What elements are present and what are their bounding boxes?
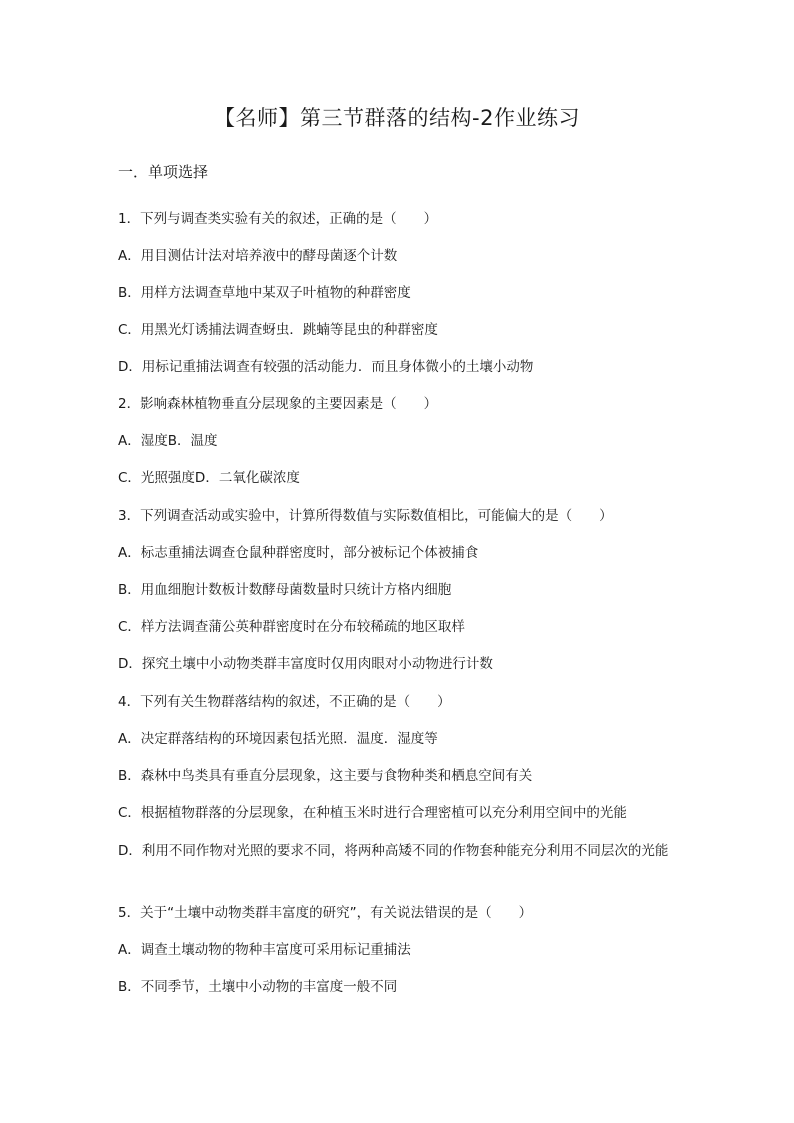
question-1-stem: 1．下列与调查类实验有关的叙述，正确的是（ ） [118,211,438,227]
question-2-options-ab: A．湿度B．温度 [118,433,218,449]
question-4-option-b: B．森林中鸟类具有垂直分层现象，这主要与食物种类和栖息空间有关 [118,768,533,784]
question-3-option-d: D．探究土壤中小动物类群丰富度时仅用肉眼对小动物进行计数 [118,656,493,672]
question-3-option-b: B．用血细胞计数板计数酵母菌数量时只统计方格内细胞 [118,582,452,598]
question-2-stem: 2．影响森林植物垂直分层现象的主要因素是（ ） [118,396,438,412]
question-1-option-d: D．用标记重捕法调查有较强的活动能力．而且身体微小的土壤小动物 [118,359,534,375]
question-1-option-b: B．用样方法调查草地中某双子叶植物的种群密度 [118,285,411,301]
question-1-option-a: A．用目测估计法对培养液中的酵母菌逐个计数 [118,248,398,264]
question-4-stem: 4．下列有关生物群落结构的叙述，不正确的是（ ） [118,694,451,710]
page-title: 【名师】第三节群落的结构-2作业练习 [214,106,580,130]
question-5-option-b: B．不同季节，土壤中小动物的丰富度一般不同 [118,979,398,995]
section-heading: 一．单项选择 [118,163,209,181]
question-4-option-c: C．根据植物群落的分层现象，在种植玉米时进行合理密植可以充分利用空间中的光能 [118,805,627,821]
question-4-option-d: D．利用不同作物对光照的要求不同，将两种高矮不同的作物套种能充分利用不同层次的光能 [118,843,669,859]
question-3-option-c: C．样方法调查蒲公英种群密度时在分布较稀疏的地区取样 [118,619,465,635]
question-1-option-c: C．用黑光灯诱捕法调查蚜虫．跳蝻等昆虫的种群密度 [118,322,438,338]
question-4-option-a: A．决定群落结构的环境因素包括光照．温度．湿度等 [118,731,438,747]
question-5-stem: 5．关于“土壤中动物类群丰富度的研究”，有关说法错误的是（ ） [118,905,533,921]
question-3-option-a: A．标志重捕法调查仓鼠种群密度时，部分被标记个体被捕食 [118,545,479,561]
question-5-option-a: A．调查土壤动物的物种丰富度可采用标记重捕法 [118,942,411,958]
question-3-stem: 3．下列调查活动或实验中，计算所得数值与实际数值相比，可能偏大的是（ ） [118,508,613,524]
question-2-options-cd: C．光照强度D．二氧化碳浓度 [118,470,300,486]
